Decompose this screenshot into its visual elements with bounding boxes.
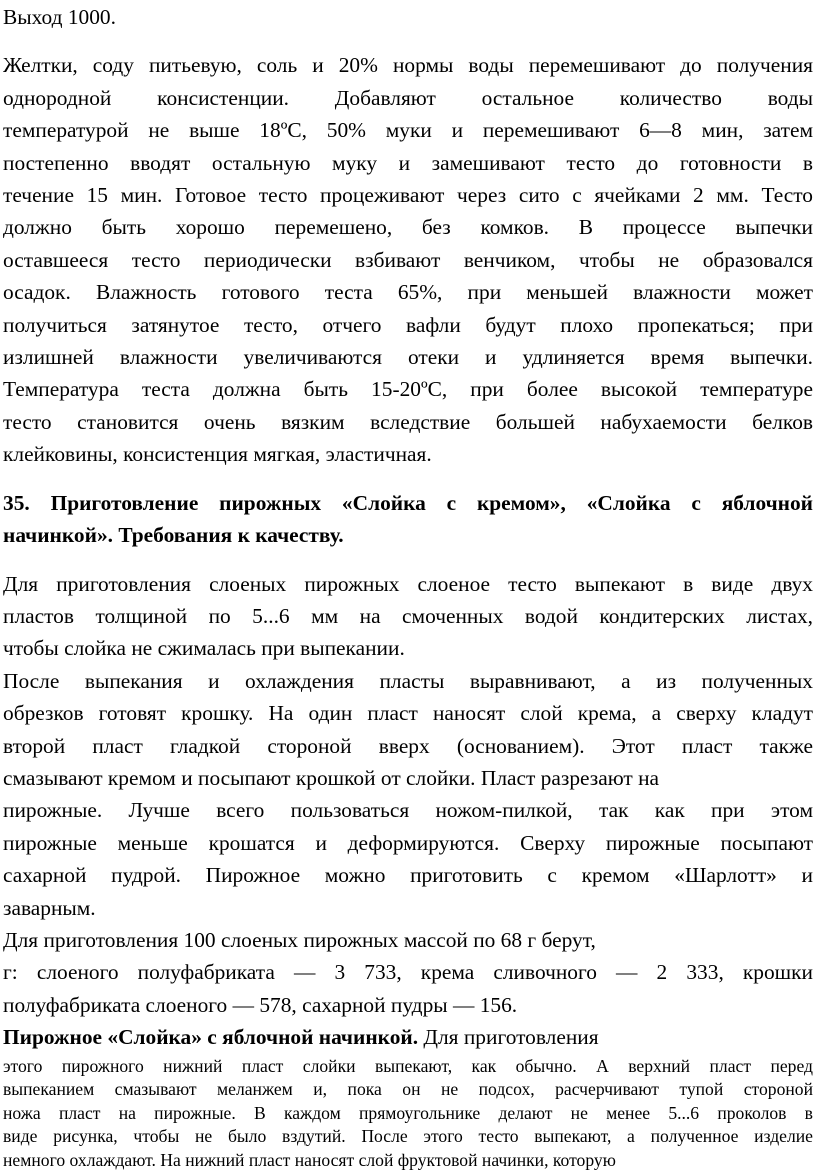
text-line: выпеканием смазывают меланжем и, пока он не подсох, расчерчивают тупой стороной (3, 1079, 813, 1100)
paragraph-baking-layers (3, 568, 813, 665)
text-line: пластов толщиной по 5...6 мм на смоченных водой кондитерских листах, (3, 603, 813, 628)
heading-line: 35. Приготовление пирожных «Слойка с кремом», «Слойка с яблочной (3, 490, 813, 515)
apple-filling-lead-text: Для приготовления (418, 1025, 599, 1050)
text-line: течение 15 мин. Готовое тесто процеживают через сито с ячейками 2 мм. Тесто (3, 183, 813, 208)
paragraph-apple-filling (3, 1055, 813, 1173)
paragraph-recipe-quantities (3, 924, 813, 1021)
text-line: Выход 1000. (3, 5, 116, 29)
text-line: должно быть хорошо перемешено, без комков. В процессе выпечки (3, 215, 813, 240)
text-line: Желтки, соду питьевую, соль и 20% нормы воды перемешивают до получения (3, 53, 813, 78)
text-line: излишней влажности увеличиваются отеки и удлиняется время выпечки. (3, 345, 813, 370)
text-line: температурой не выше 18ºС, 50% муки и перемешивают 6—8 мин, затем (3, 118, 813, 143)
apple-filling-lead (3, 1021, 813, 1053)
text-line: пирожные. Лучше всего пользоваться ножом-пилкой, так как при этом (3, 798, 813, 823)
text-line: Температура теста должна быть 15-20ºС, при более высокой температуре (3, 377, 813, 402)
document-page (3, 0, 813, 1173)
text-line: немного охлаждают. На нижний пласт наносят слой фруктовой начинки, которую (3, 1149, 616, 1170)
paragraph-wafer-batter (3, 49, 813, 470)
text-line: Для приготовления слоеных пирожных слоеное тесто выпекают в виде двух (3, 571, 813, 596)
text-line: пирожные меньше крошатся и деформируются. Сверху пирожные посыпают (3, 830, 813, 855)
heading-line: начинкой». Требования к качеству. (3, 523, 344, 548)
text-line: осадок. Влажность готового теста 65%, при меньшей влажности может (3, 280, 813, 305)
text-line: ножа пласт на пирожные. В каждом прямоугольнике делают не менее 5...6 проколов в (3, 1102, 813, 1123)
text-line: однородной консистенции. Добавляют остальное количество воды (3, 85, 813, 110)
text-line: этого пирожного нижний пласт слойки выпекают, как обычно. А верхний пласт перед (3, 1055, 813, 1076)
yield-line (3, 1, 813, 33)
text-line: смазывают кремом и посыпают крошкой от слойки. Пласт разрезают на (3, 765, 660, 790)
section-heading (3, 487, 813, 552)
text-line: полуфабриката слоеного — 578, сахарной пудры — 156. (3, 992, 518, 1017)
apple-filling-title: Пирожное «Слойка» с яблочной начинкой. (3, 1025, 419, 1050)
text-line: заварным. (3, 895, 96, 920)
text-line: виде рисунка, чтобы не было вздутий. После этого тесто выпекают, а полученное изделие (3, 1126, 813, 1147)
text-line: второй пласт гладкой стороной вверх (основанием). Этот пласт также (3, 733, 813, 758)
text-line: г: слоеного полуфабриката — 3 733, крема сливочного — 2 333, крошки (3, 960, 813, 985)
text-line: Для приготовления 100 слоеных пирожных массой по 68 г берут, (3, 927, 596, 952)
text-line: сахарной пудрой. Пирожное можно приготовить с кремом «Шарлотт» и (3, 863, 813, 888)
text-line: постепенно вводят остальную муку и замешивают тесто до готовности в (3, 150, 813, 175)
text-line: чтобы слойка не сжималась при выпекании. (3, 636, 405, 661)
text-line: тесто становится очень вязким вследствие большей набухаемости белков (3, 409, 813, 434)
text-line: оставшееся тесто периодически взбивают венчиком, чтобы не образовался (3, 247, 813, 272)
text-line: получиться затянутое тесто, отчего вафли будут плохо пропекаться; при (3, 312, 813, 337)
text-line: обрезков готовят крошку. На один пласт наносят слой крема, а сверху кладут (3, 701, 813, 726)
paragraph-assembly (3, 665, 813, 924)
text-line: После выпекания и охлаждения пласты выравнивают, а из полученных (3, 668, 813, 693)
text-line: клейковины, консистенция мягкая, эластичная. (3, 442, 432, 467)
